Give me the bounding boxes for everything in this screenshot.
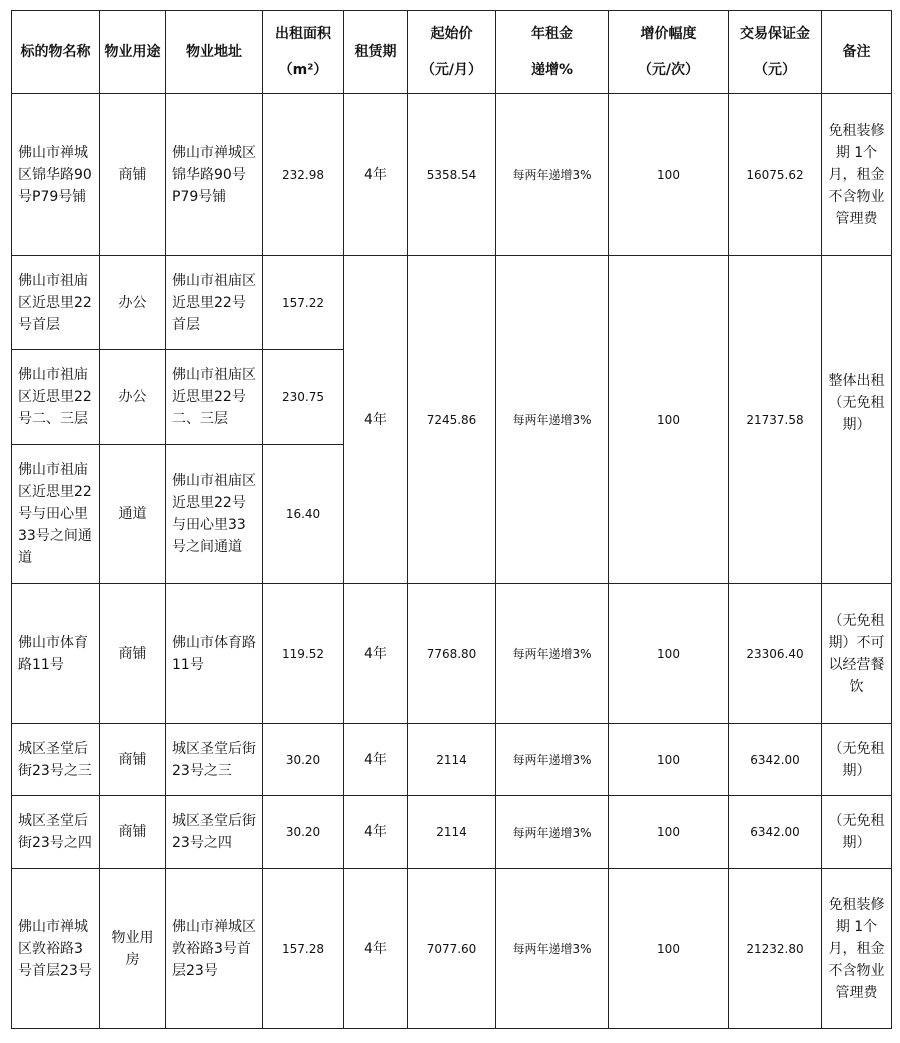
cell-area: 232.98 <box>263 94 344 256</box>
cell-name: 佛山市祖庙区近思里22号首层 <box>12 256 100 350</box>
header-area-line1: 出租面积 <box>275 26 331 42</box>
header-deposit-line2: （元） <box>754 62 796 78</box>
header-address: 物业地址 <box>166 11 263 94</box>
cell-area: 119.52 <box>263 584 344 724</box>
cell-deposit: 23306.40 <box>729 584 822 724</box>
cell-name: 佛山市禅城区锦华路90号P79号铺 <box>12 94 100 256</box>
header-increment-line1: 增价幅度 <box>640 26 697 42</box>
cell-price: 5358.54 <box>408 94 496 256</box>
cell-deposit: 21232.80 <box>729 869 822 1029</box>
cell-notes: （无免租期）不可以经营餐饮 <box>822 584 892 724</box>
cell-term-merged: 4年 <box>344 256 408 584</box>
cell-name: 城区圣堂后街23号之三 <box>12 724 100 796</box>
header-rent-increase <box>496 11 609 94</box>
cell-notes: （无免租期） <box>822 796 892 869</box>
cell-price: 2114 <box>408 724 496 796</box>
cell-notes: 免租装修期 1个月，租金不含物业管理费 <box>822 869 892 1029</box>
cell-term: 4年 <box>344 724 408 796</box>
cell-increment: 100 <box>609 724 729 796</box>
cell-deposit: 6342.00 <box>729 724 822 796</box>
table-row <box>12 869 892 1029</box>
header-rent-line1: 年租金 <box>531 26 573 42</box>
cell-rent-increase-merged: 每两年递增3% <box>496 256 609 584</box>
cell-address: 佛山市禅城区敦裕路3号首层23号 <box>166 869 263 1029</box>
header-row <box>12 11 892 94</box>
cell-term: 4年 <box>344 584 408 724</box>
table-row <box>12 724 892 796</box>
cell-area: 16.40 <box>263 445 344 584</box>
cell-term: 4年 <box>344 869 408 1029</box>
lease-listing-table <box>11 10 892 1029</box>
cell-notes: （无免租期） <box>822 724 892 796</box>
header-price-line1: 起始价 <box>430 26 473 42</box>
cell-use: 物业用房 <box>100 869 166 1029</box>
cell-notes-merged: 整体出租（无免租期） <box>822 256 892 584</box>
header-increment <box>609 11 729 94</box>
table-row <box>12 796 892 869</box>
cell-area: 230.75 <box>263 350 344 445</box>
cell-area: 30.20 <box>263 724 344 796</box>
cell-address: 城区圣堂后街23号之四 <box>166 796 263 869</box>
cell-use: 商铺 <box>100 796 166 869</box>
table-row <box>12 256 892 350</box>
cell-address: 佛山市祖庙区近思里22号首层 <box>166 256 263 350</box>
header-notes: 备注 <box>822 11 892 94</box>
header-term: 租赁期 <box>344 11 408 94</box>
cell-rent-increase: 每两年递增3% <box>496 94 609 256</box>
cell-name: 佛山市禅城区敦裕路3号首层23号 <box>12 869 100 1029</box>
header-name: 标的物名称 <box>12 11 100 94</box>
cell-deposit-merged: 21737.58 <box>729 256 822 584</box>
cell-increment: 100 <box>609 584 729 724</box>
cell-use: 办公 <box>100 256 166 350</box>
cell-rent-increase: 每两年递增3% <box>496 869 609 1029</box>
cell-increment: 100 <box>609 796 729 869</box>
cell-price: 7768.80 <box>408 584 496 724</box>
header-price <box>408 11 496 94</box>
cell-deposit: 16075.62 <box>729 94 822 256</box>
cell-use: 商铺 <box>100 584 166 724</box>
cell-price: 7077.60 <box>408 869 496 1029</box>
header-rent-line2: 递增% <box>530 62 574 78</box>
header-area <box>263 11 344 94</box>
header-deposit-line1: 交易保证金 <box>740 26 810 42</box>
cell-deposit: 6342.00 <box>729 796 822 869</box>
cell-name: 佛山市体育路11号 <box>12 584 100 724</box>
cell-name: 城区圣堂后街23号之四 <box>12 796 100 869</box>
cell-price: 2114 <box>408 796 496 869</box>
cell-price-merged: 7245.86 <box>408 256 496 584</box>
cell-area: 157.22 <box>263 256 344 350</box>
cell-rent-increase: 每两年递增3% <box>496 796 609 869</box>
cell-use: 商铺 <box>100 94 166 256</box>
cell-area: 30.20 <box>263 796 344 869</box>
cell-rent-increase: 每两年递增3% <box>496 584 609 724</box>
cell-name: 佛山市祖庙区近思里22号二、三层 <box>12 350 100 445</box>
cell-area: 157.28 <box>263 869 344 1029</box>
cell-address: 佛山市祖庙区近思里22号二、三层 <box>166 350 263 445</box>
cell-increment: 100 <box>609 94 729 256</box>
cell-use: 办公 <box>100 350 166 445</box>
header-use: 物业用途 <box>100 11 166 94</box>
header-area-line2: （m²） <box>278 62 328 78</box>
cell-term: 4年 <box>344 796 408 869</box>
table-row <box>12 94 892 256</box>
table-row <box>12 584 892 724</box>
cell-address: 佛山市禅城区锦华路90号P79号铺 <box>166 94 263 256</box>
header-increment-line2: （元/次） <box>637 62 700 78</box>
cell-rent-increase: 每两年递增3% <box>496 724 609 796</box>
header-deposit <box>729 11 822 94</box>
cell-notes: 免租装修期 1个月，租金不含物业管理费 <box>822 94 892 256</box>
cell-term: 4年 <box>344 94 408 256</box>
cell-use: 商铺 <box>100 724 166 796</box>
cell-address: 城区圣堂后街23号之三 <box>166 724 263 796</box>
cell-increment: 100 <box>609 869 729 1029</box>
cell-increment-merged: 100 <box>609 256 729 584</box>
cell-address: 佛山市祖庙区近思里22号与田心里33号之间通道 <box>166 445 263 584</box>
cell-address: 佛山市体育路11号 <box>166 584 263 724</box>
header-price-line2: （元/月） <box>420 62 483 78</box>
cell-use: 通道 <box>100 445 166 584</box>
cell-name: 佛山市祖庙区近思里22号与田心里33号之间通道 <box>12 445 100 584</box>
